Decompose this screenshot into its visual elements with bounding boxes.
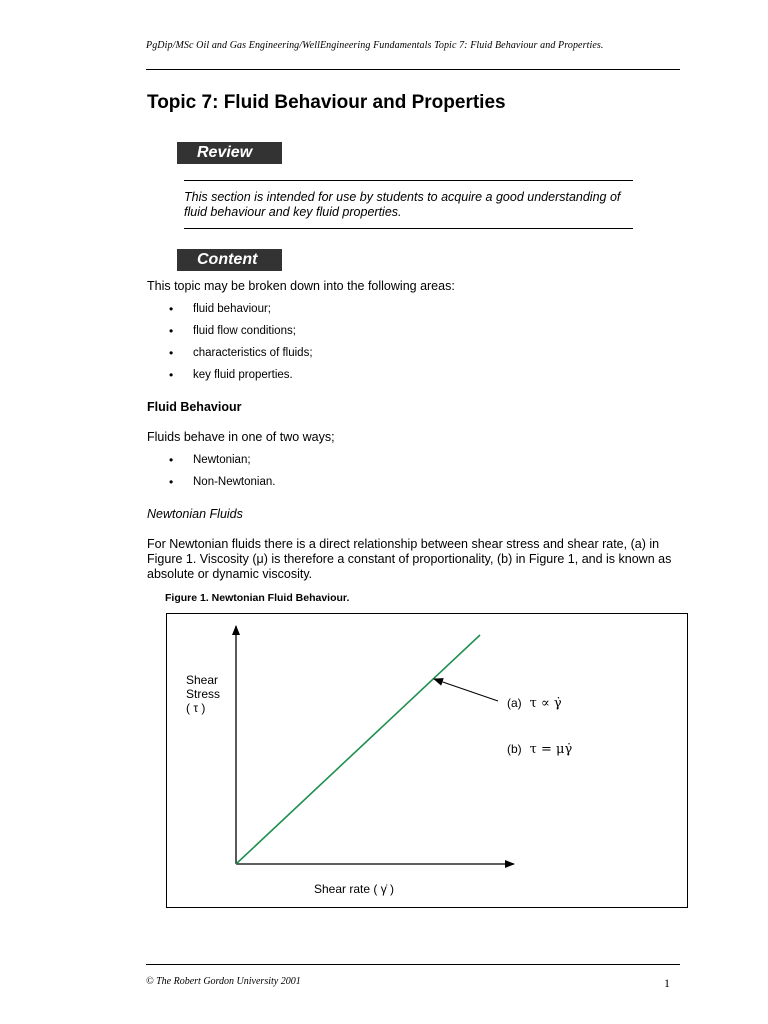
newtonian-subheading: Newtonian Fluids bbox=[147, 507, 243, 521]
x-axis-label: Shear rate ( γ̇ ) bbox=[314, 882, 395, 896]
annotation-pointer bbox=[434, 679, 498, 701]
fluid-behaviour-intro: Fluids behave in one of two ways; bbox=[147, 430, 335, 444]
review-tag: Review bbox=[177, 142, 282, 164]
copyright: © The Robert Gordon University 2001 bbox=[146, 976, 301, 987]
figure-caption: Figure 1. Newtonian Fluid Behaviour. bbox=[165, 592, 350, 604]
fluid-behaviour-heading: Fluid Behaviour bbox=[147, 400, 242, 414]
y-axis-label: Shear Stress ( τ ) bbox=[186, 673, 221, 715]
data-line bbox=[236, 635, 480, 864]
review-text: This section is intended for use by students to acquire a good understanding of fluid behaviour and key fluid properties. bbox=[184, 190, 621, 219]
list-item: • fluid behaviour; bbox=[169, 301, 313, 323]
list-item: • Non-Newtonian. bbox=[169, 474, 275, 496]
list-item: • key fluid properties. bbox=[169, 367, 313, 389]
list-item: • Newtonian; bbox=[169, 452, 275, 474]
footer-divider bbox=[146, 964, 680, 965]
equation-a: (a) τ ∝ γ̇ bbox=[507, 696, 562, 711]
running-header: PgDip/MSc Oil and Gas Engineering/WellEngineering Fundamentals Topic 7: Fluid Behaviour and Properties. bbox=[146, 40, 604, 51]
page-title: Topic 7: Fluid Behaviour and Properties bbox=[147, 92, 506, 113]
content-intro: This topic may be broken down into the following areas: bbox=[147, 279, 455, 293]
page-number: 1 bbox=[664, 976, 670, 990]
list-item: • fluid flow conditions; bbox=[169, 323, 313, 345]
equation-b: (b) τ = μγ̇ bbox=[507, 742, 573, 757]
list-item: • characteristics of fluids; bbox=[169, 345, 313, 367]
content-tag: Content bbox=[177, 249, 282, 271]
newtonian-paragraph: For Newtonian fluids there is a direct relationship between shear stress and shear rate, (a) in Figure 1. Viscosity (μ) is therefore a constant of proportionality, (b) in Figure 1, and is known as absolute or dynamic viscosity. bbox=[147, 537, 672, 581]
